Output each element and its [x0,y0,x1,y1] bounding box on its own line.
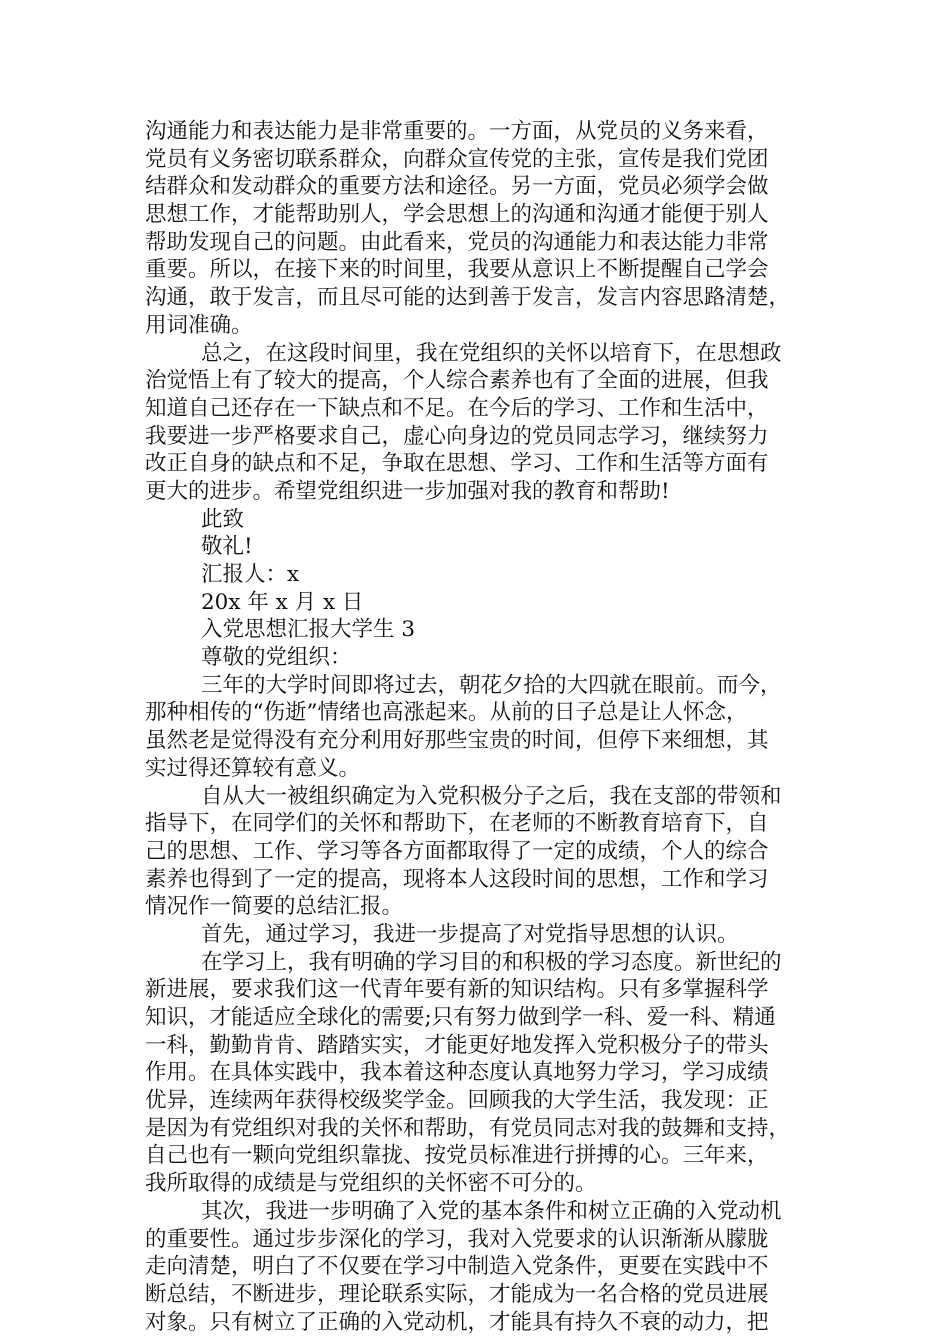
text-line: 改正自身的缺点和不足，争取在思想、学习、工作和生活等方面有 [145,451,769,477]
text-line: 自从大一被组织确定为入党积极分子之后，我在支部的带领和 [201,783,782,809]
text-line: 帮助发现自己的问题。由此看来，党员的沟通能力和表达能力非常 [145,229,769,255]
text-line: 一科，勤勤肯肯、踏踏实实，才能更好地发挥入党积极分子的带头 [145,1032,769,1058]
text-line: 思想工作，才能帮助别人，学会思想上的沟通和沟通才能便于别人 [145,202,769,228]
text-line: 党员有义务密切联系群众，向群众宣传党的主张，宣传是我们党团 [145,146,769,172]
text-line: 入党思想汇报大学生 3 [201,617,416,643]
text-line: 结群众和发动群众的重要方法和途径。另一方面，党员必须学会做 [145,174,769,200]
text-line: 新进展，要求我们这一代青年要有新的知识结构。只有多掌握科学 [145,977,769,1003]
text-line: 汇报人：x [201,562,300,587]
text-line: 虽然老是觉得没有充分利用好那些宝贵的时间，但停下来细想，其 [145,728,769,754]
text-line: 更大的进步。希望党组织进一步加强对我的教育和帮助! [145,478,670,504]
text-line: 在学习上，我有明确的学习目的和积极的学习态度。新世纪的 [201,949,782,975]
text-line: 指导下，在同学们的关怀和帮助下，在老师的不断教育培育下，自 [145,811,769,837]
text-line: 其次，我进一步明确了入党的基本条件和树立正确的入党动机 [201,1198,782,1224]
text-line: 三年的大学时间即将过去，朝花夕拾的大四就在眼前。而今， [201,672,782,698]
text-line: 是因为有党组织对我的关怀和帮助，有党员同志对我的鼓舞和支持， [145,1115,791,1141]
text-line: 沟通能力和表达能力是非常重要的。一方面，从党员的义务来看， [145,119,769,144]
text-line: 尊敬的党组织： [201,645,352,671]
text-line: 沟通，敢于发言，而且尽可能的达到善于发言，发言内容思路清楚， [145,285,791,311]
document-body [145,118,825,1336]
text-line: 己的思想、工作、学习等各方面都取得了一定的成绩，个人的综合 [145,838,769,864]
text-line: 对象。只有树立了正确的入党动机，才能具有持久不衰的动力，把 [145,1309,769,1335]
text-line: 此致 [201,506,245,532]
text-line: 那种相传的“伤逝”情绪也高涨起来。从前的日子总是让人怀念， [145,700,748,726]
text-line: 知识，才能适应全球化的需要;只有努力做到学一科、爱一科、精通 [145,1005,776,1030]
text-line: 优异，连续两年获得校级奖学金。回顾我的大学生活，我发现：正 [145,1088,769,1114]
text-line: 素养也得到了一定的提高，现将本人这段时间的思想，工作和学习 [145,866,769,892]
text-line: 治觉悟上有了较大的提高，个人综合素养也有了全面的进展，但我 [145,368,769,394]
text-line: 走向清楚，明白了不仅要在学习中制造入党条件，更要在实践中不 [145,1254,769,1280]
text-line: 重要。所以，在接下来的时间里，我要从意识上不断提醒自己学会 [145,257,769,283]
text-line: 敬礼! [201,534,253,560]
text-line: 我要进一步严格要求自己，虚心向身边的党员同志学习，继续努力 [145,423,769,449]
text-line: 自己也有一颗向党组织靠拢、按党员标准进行拼搏的心。三年来， [145,1143,769,1169]
text-line: 首先，通过学习，我进一步提高了对党指导思想的认识。 [201,921,739,947]
text-line: 的重要性。通过步步深化的学习，我对入党要求的认识渐渐从朦胧 [145,1226,769,1252]
text-line: 情况作一简要的总结汇报。 [145,894,404,920]
text-line: 知道自己还存在一下缺点和不足。在今后的学习、工作和生活中， [145,395,769,421]
text-line: 实过得还算较有意义。 [145,755,361,781]
text-line: 我所取得的成绩是与党组织的关怀密不可分的。 [145,1171,597,1197]
text-line: 用词准确。 [145,312,253,338]
text-line: 总之，在这段时间里，我在党组织的关怀以培育下，在思想政 [201,340,782,366]
text-line: 20x 年 x 月 x 日 [201,589,364,615]
text-line: 作用。在具体实践中，我本着这种态度认真地努力学习，学习成绩 [145,1060,769,1086]
text-line: 断总结，不断进步，理论联系实际，才能成为一名合格的党员进展 [145,1281,769,1307]
